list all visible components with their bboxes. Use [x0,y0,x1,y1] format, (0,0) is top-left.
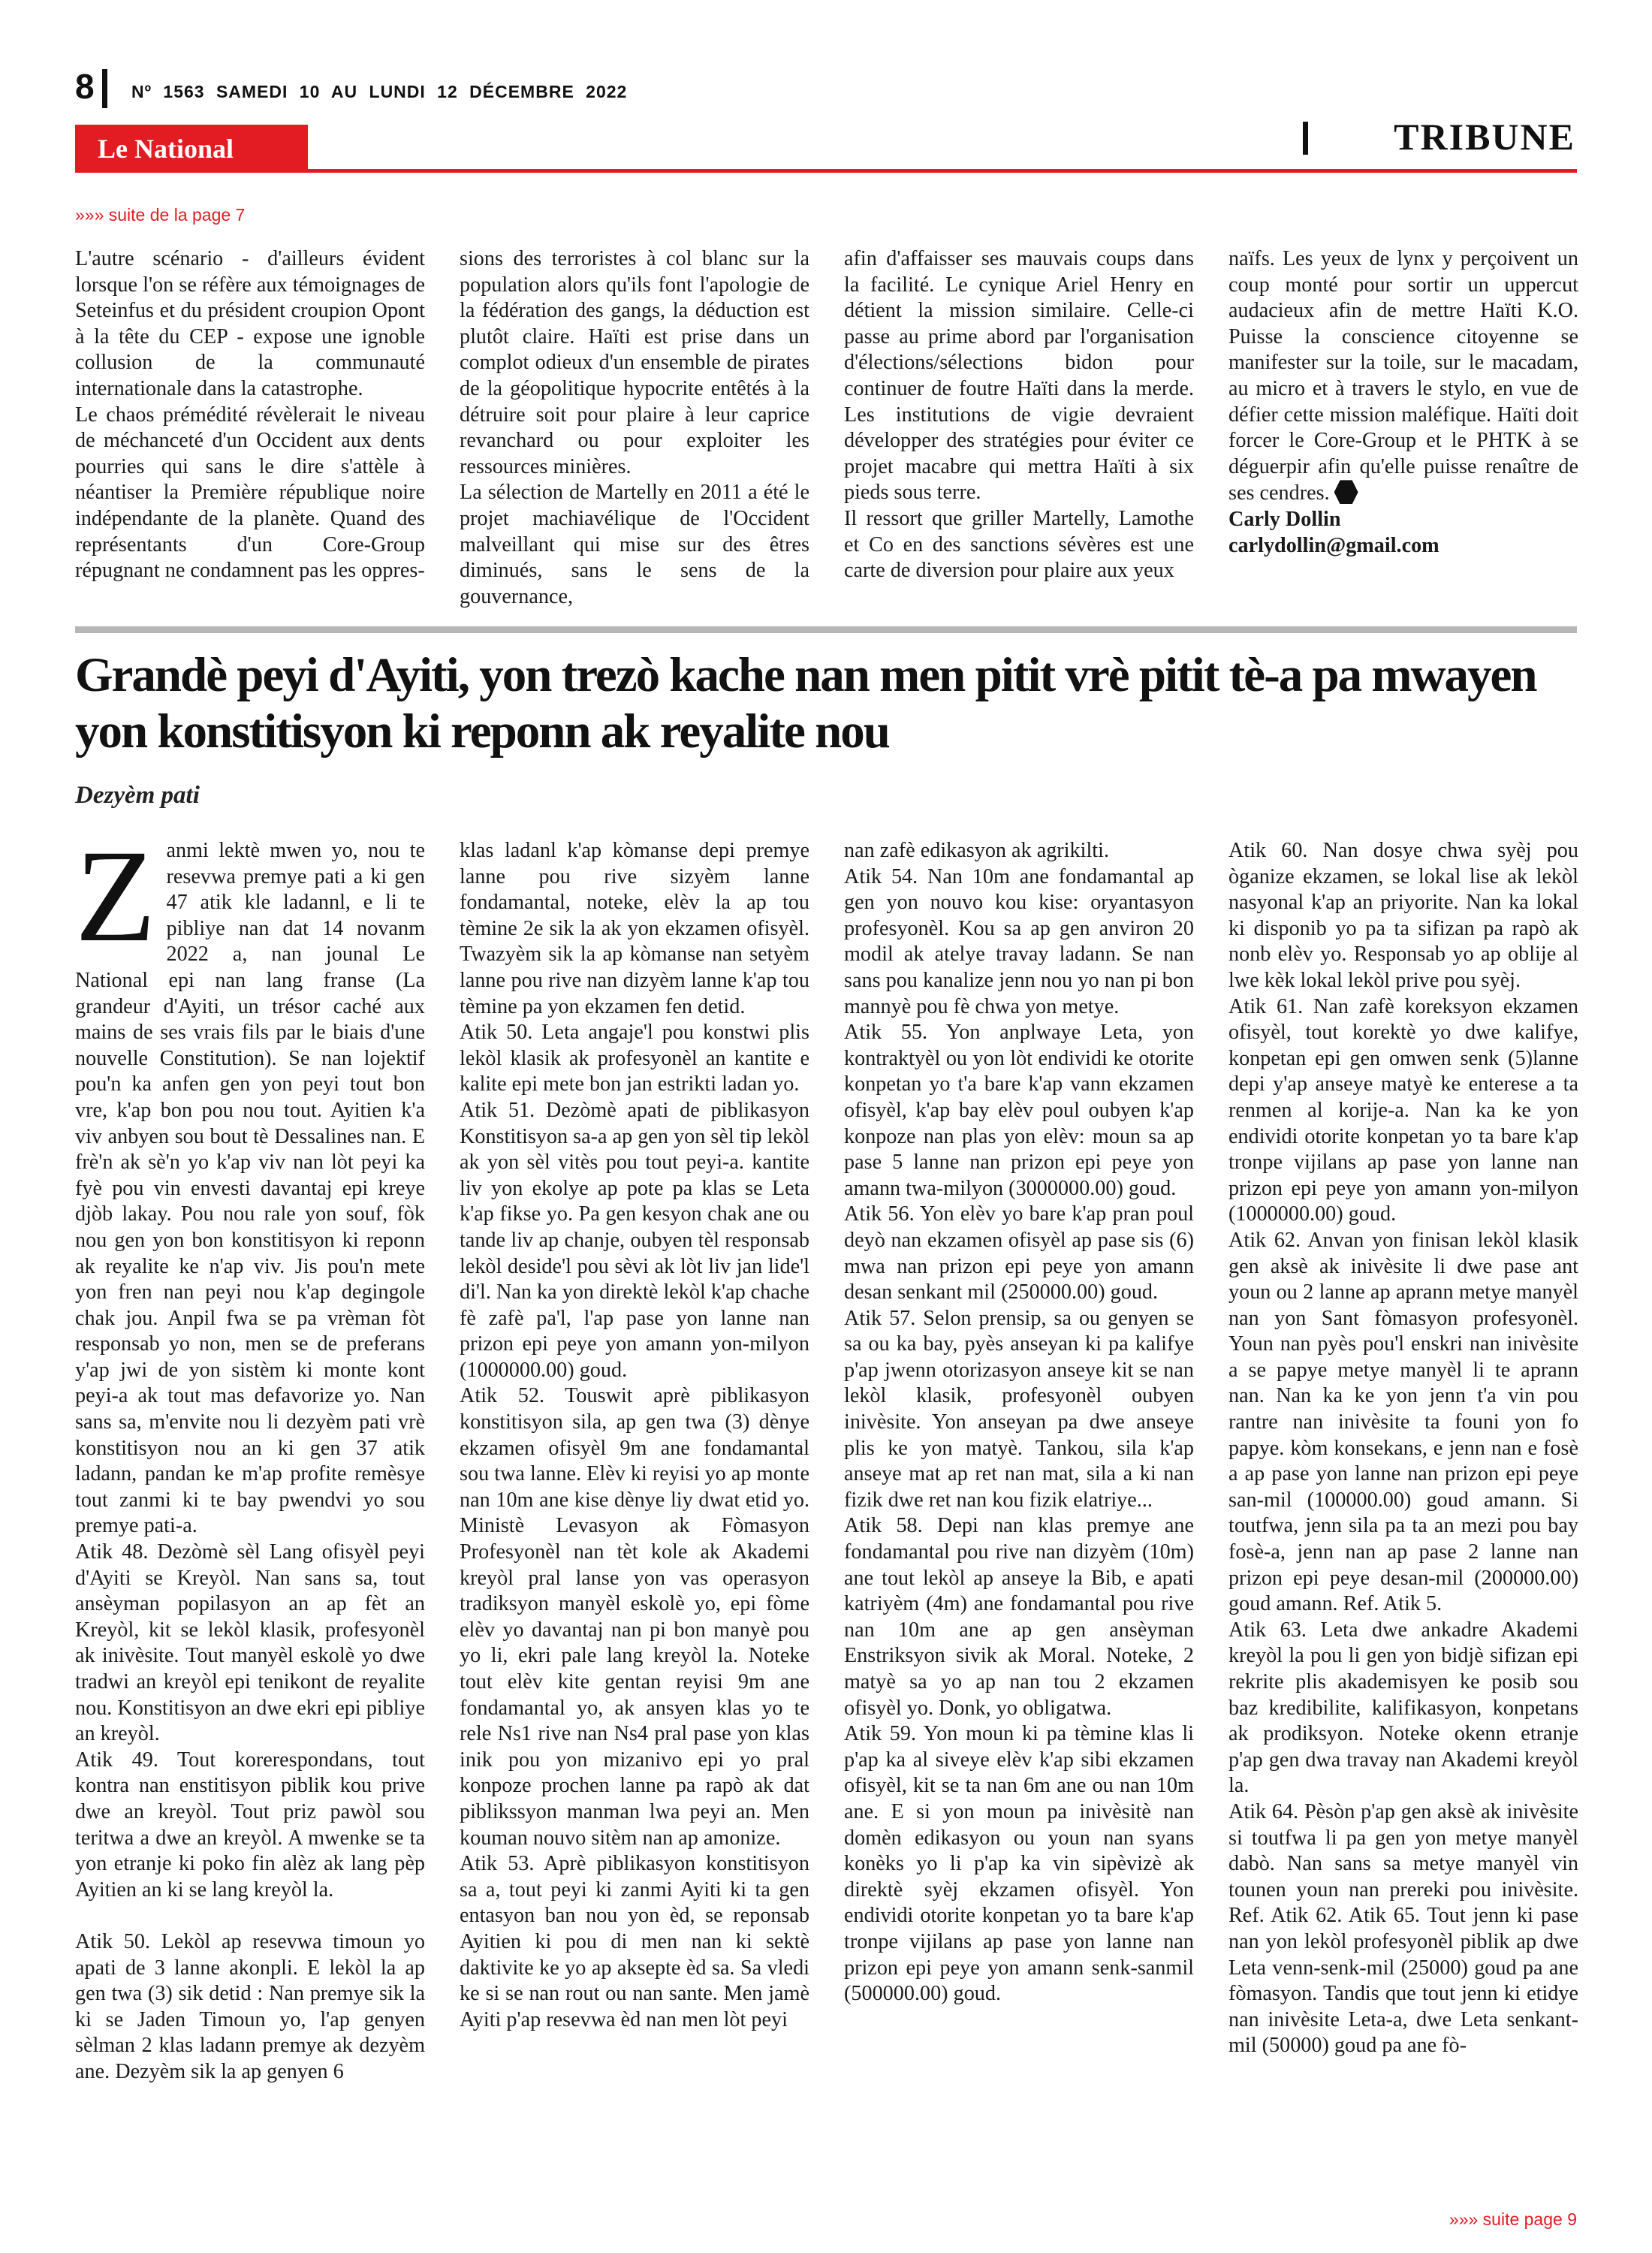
paragraph: Atik 60. Nan dosye chwa syèj pou òganize ekzamen, se lokal lise ak lekòl nasyonal k'ap an priyorite. Nan ka lokal ki disponib yo pa ta sifizan pa rapò ak nonb elèv yo. Responsab yo ap oblije al lwe kèk lokal lekòl prive pou syèj. [1228,839,1578,992]
paragraph: Atik 52. Touswit aprè piblikasyon konstitisyon sila, ap gen twa (3) dènye ekzamen ofisyèl 9m ane fondamantal sou twa lanne. Elèv ki reyisi yo ap monte nan 10m ane kise dènye liy dwat etid yo. Ministè Levasyon ak Fòmasyon Profesyonèl nan tèt kole ak Akademi kreyòl pral lanse yon vas operasyon tradiksyon manyèl eskolè yo, epi fòme elèv yo davantaj nan pi bon manyè pou yo li, ekri pale lang kreyòl la. Noteke tout elèv kite gentan reyisi 9m ane fondamantal yo, ak ansyen klas yo te rele Ns1 rive nan Ns4 pral pase yon klas inik pou yon mizanivo epi yo pral konpoze prochen lanne pa rapò ak dat piblikssyon manman lwa peyi an. Men kouman nouvo sitèm nan ap amonize. [460,1384,809,1850]
paragraph [75,823,425,1540]
paragraph: Atik 61. Nan zafè koreksyon ekzamen ofisyèl, tout korektè yo dwe kalifye, konpetan epi gen omwen senk (5)lanne depi y'ap anseye matyè ke enterese a ta renmen al korije-a. Nan ka ke yon endividi otorite konpetan yo ta bare k'ap tronpe vijilans ap pase yon lanne nan prizon epi peye yon amann yon-milyon (1000000.00) goud. [1228,994,1578,1226]
paragraph: Atik 53. Aprè piblikasyon konstitisyon sa a, tout peyi ki zanmi Ayiti ki ta gen entasyon ban nou yon èd, se reponsab Ayitien ki pou di men nan ki sektè daktivite ke yo ap aksepte èd sa. Sa vledi ke si se nan rout ou nan sante. Men jamè Ayiti p'ap resevwa èd nan men lòt peyi [460,1852,809,2031]
paragraph: Il ressort que griller Martelly, Lamothe et Co en des sanctions sévères est une carte de diversion pour plaire aux yeux [844,506,1194,583]
article-subheadline: Dezyèm pati [75,782,200,809]
paragraph-text: naïfs. Les yeux de lynx y perçoivent un coup monté pour sortir un uppercut audacieux afin de mettre Haïti K.O. Puisse la conscience citoyenne se manifester sur la toile, sur le macadam, au micro et à travers le stylo, en vue de défier cette mission maléfique. Haïti doit forcer le Core-Group et le PHTK à se déguerpir afin qu'elle puisse renaître de ses cendres. [1228,247,1578,505]
paragraph: Atik 59. Yon moun ki pa tèmine klas li p'ap ka al siveye elèv k'ap sibi ekzamen ofisyèl, kit se ta nan 6m ane ou nan 10m ane. E si yon moun pa inivèsitè nan domèn edikasyon ou youn nan syans konèks yo li p'ap ka vin sipèvizè ak direktè syèj ekzamen ofisyèl. Yon endividi otorite konpetan yo ta bare k'ap tronpe vijilans ap pase yon lanne nan prizon epi peye yon amann senk-sanmil (500000.00) goud. [844,1722,1194,2006]
paragraph: Atik 50. Leta angaje'l pou konstwi plis lekòl klasik ak profesyonèl an kantite e kalite epi mete bon jan estrikti ladan yo. [460,1021,809,1096]
paragraph: Atik 51. Dezòmè apati de piblikasyon Konstitisyon sa-a ap gen yon sèl tip lekòl ak yon sèl vitès pou tout peyi-a. kantite liv yon ekolye ap pote pa klas se Leta k'ap fikse yo. Pa gen kesyon chak ane ou tande liv ap chanje, oubyen tèl responsab lekòl deside'l pou sèvi ak lòt liv jan lide'l di'l. Nan ka yon direktè lekòl k'ap chache fè zafè pa'l, l'ap pase yon lanne nan prizon epi peye yon amann yon-milyon (1000000.00) goud. [460,1098,809,1382]
main-article-column-4 [1228,838,1578,2059]
continued-from-link[interactable]: »»» suite de la page 7 [75,205,246,225]
main-article-column-3 [844,838,1194,2007]
paragraph: Atik 57. Selon prensip, sa ou genyen se sa ou ka bay, pyès anseyan ki pa kalifye p'ap jwenn otorizasyon anseye kit se nan lekòl klasik, profesyonèl oubyen inivèsite. Yon anseyan pa dwe anseye plis ke yon matyè. Tankou, sila k'ap anseye mat ap ret nan mat, sila a ki nan fizik dwe ret nan kou fizik elatriye... [844,1306,1194,1512]
header-divider [102,69,107,108]
paragraph: Le chaos prémédité révèlerait le niveau de méchanceté d'un Occident aux dents pourries qui sans le dire s'attèle à néantiser la Première république noire indépendante de la planète. Quand des représentants d'un Core-Group répugnant ne condamnent pas les oppres- [75,403,425,583]
end-of-article-icon [1334,480,1358,504]
top-article-column-2 [460,246,809,610]
paragraph: Atik 58. Depi nan klas premye ane fondamantal pou rive nan dizyèm (10m) ane tout lekòl ap anseye la Bib, e apati katriyèm (4m) ane fondamantal pou rive nan 10m ane ap gen ansèyman Enstriksyon sivik ak Moral. Noteke, 2 matyè sa yo ap nan tou 2 ekzamen ofisyèl yo. Donk, yo obligatwa. [844,1514,1194,1720]
main-article-column-1 [75,823,425,2086]
paragraph [1228,246,1578,507]
paragraph: afin d'affaisser ses mauvais coups dans la facilité. Le cynique Ariel Henry en détient la mission similaire. Celle-ci passe au prime abord par l'organisation d'élections/sélections bidon pour continuer de foutre Haïti dans la merde. Les institutions de vigie devraient développer des stratégies pour éviter ce projet macabre qui mettra Haïti à six pieds sous terre. [844,247,1194,505]
main-article-column-2 [460,838,809,2033]
author-name: Carly Dollin [1228,507,1341,531]
paragraph: klas ladanl k'ap kòmanse depi premye lanne pou rive sizyèm lanne fondamantal, noteke, elèv la ap tou tèmine 2e sik la ak yon ekzamen ofisyèl. Twazyèm sik la ap kòmanse nan setyèm lanne pou rive nan dizyèm lanne k'ap tou tèmine pa yon ekzamen fen detid. [460,839,809,1018]
paragraph: Atik 63. Leta dwe ankadre Akademi kreyòl la pou li gen yon bidjè sifizan epi rekrite plis akademisyen ke posib sou baz kredibilite, kalifikasyon, konpetans ak prodiksyon. Noteke okenn etranje p'ap gen dwa travay nan Akademi kreyòl la. [1228,1618,1578,1798]
author-email[interactable]: carlydollin@gmail.com [1228,533,1439,557]
paragraph-text: anmi lektè mwen yo, nou te resevwa premye pati a ki gen 47 atik kle ladannl, e li te pibliye nan dat 14 novanm 2022 a, nan jounal Le National epi nan lang franse (La grandeur d'Ayiti, un trésor caché aux mains de ses vrais fils par le biais d'une nouvelle Constitution). Se nan lojektif pou'n ka anfen gen yon peyi tout bon vre, k'ap bon pou nou tout. Ayitien k'a viv anbyen sou bout tè Dessalines nan. E frè'n ak sè'n yo k'ap viv nan lòt peyi ka fyè pou vin envesti davantaj epi kreye djòb lakay. Pou nou rale yon souf, fòk nou gen yon bon konstitisyon ki reponn ak reyalite ke n'ap viv. Jis pou'n mete yon fren nan peyi nou k'ap degingole chak jou. Anpil fwa se pa vrèman fòt responsab yo non, men se de preferans y'ap jwi de yon sistèm ki monte kont peyi-a ak tout mas defavorize yo. Nan sans sa, m'envite nou li dezyèm pati vrè konstitisyon nou an ki gen 37 atik ladann, pandan ke m'ap profite remèsye tout zanmi ki te bay pwendvi yo sou premye pati-a. [75,839,425,1538]
top-article-column-4 [1228,246,1578,559]
page-number: 8 [75,67,95,106]
article-headline: Grandè peyi d'Ayiti, yon trezò kache nan men pitit vrè pitit tè-a pa mwayen yon konstitisyon ki reponn ak reyalite nou [75,648,1536,759]
continued-to-link[interactable]: »»» suite page 9 [1449,2209,1577,2229]
paragraph: La sélection de Martelly en 2011 a été le projet machiavélique de l'Occident malveillant qui mise sur des êtres diminués, sans le sens de la gouvernance, [460,481,809,608]
paragraph: Atik 56. Yon elèv yo bare k'ap pran poul deyò nan ekzamen ofisyèl ap pase sis (6) mwa nan prizon epi peye yon amann desan senkant mil (250000.00) goud. [844,1202,1194,1304]
paragraph: Atik 55. Yon anplwaye Leta, yon kontraktyèl ou yon lòt endividi ke otorite konpetan yo t'a bare k'ap vann ekzamen ofisyèl, k'ap bay elèv poul oubyen k'ap konpoze nan plas yon elèv: moun sa ap pase 5 lanne nan prizon epi peye yon amann twa-milyon (3000000.00) goud. [844,1021,1194,1200]
top-article-column-3 [844,246,1194,584]
issue-date: Nº 1563 SAMEDI 10 AU LUNDI 12 DÉCEMBRE 2022 [131,82,628,101]
top-article-column-1 [75,246,425,584]
section-title: TRIBUNE [1394,116,1575,158]
paragraph: Atik 48. Dezòmè sèl Lang ofisyèl peyi d'Ayiti se Kreyòl. Nan sans sa, tout ansèyman popilasyon an ap fèt an Kreyòl, kit se lekòl klasik, profesyonèl ak inivèsite. Tout manyèl eskolè yo dwe tradwi an kreyòl epi tenikont de reyalite nou. Konstitisyon an dwe ekri epi pibliye an kreyòl. [75,1540,425,1746]
article-divider [75,626,1577,633]
drop-cap: Z [75,823,156,970]
paragraph: sions des terroristes à col blanc sur la population alors qu'ils font l'apologie de la fédération des gangs, la déduction est plutôt claire. Haïti est prise dans un complot odieux d'un ensemble de pirates de la géopolitique hypocrite entêtés à la détruire soit pour plaire à leur caprice revanchard ou pour exploiter les ressources minières. [460,247,809,478]
paragraph-gap [75,1903,425,1929]
paragraph: Atik 50. Lekòl ap resevwa timoun yo apati de 3 lanne akonpli. E lekòl la ap gen twa (3) sik detid : Nan premye sik la ki se Jaden Timoun yo, l'ap genyen sèlman 2 klas ladann premye ak dezyèm ane. Dezyèm sik la ap genyen 6 [75,1929,425,2083]
paragraph: nan zafè edikasyon ak agrikilti. [844,839,1109,862]
paragraph: Atik 64. Pèsòn p'ap gen aksè ak inivèsite si toutfwa li pa gen yon metye manyèl dabò. Nan sans sa metye manyèl vin tounen youn nan prereki pou inivèsite. Ref. Atik 62. Atik 65. Tout jenn ki pase nan yon lekòl profesyonèl piblik ap dwe Leta venn-senk-mil (25000) goud pa ane fòmasyon. Tandis que tout jenn ki etidye nan inivèsite Leta-a, dwe Leta senkant-mil (50000) goud pa ane fò- [1228,1799,1578,2058]
section-divider [1303,122,1308,155]
paragraph: Atik 62. Anvan yon finisan lekòl klasik gen aksè ak inivèsite li dwe pase ant youn ou 2 lanne ap aprann metye manyèl nan yon Sant fòmasyon profesyonèl. Youn nan pyès pou'l enskri nan inivèsite a se papye metye manyèl li te aprann nan. Nan ka ke yon jenn t'a vin pou rantre nan inivèsite ta founi yon fo papye. kòm konsekans, e jenn nan e fosè a ap pase yon lanne nan prizon epi peye san-mil (100000.00) goud amann. Si toutfwa, jenn sila pa ta an mezi pou bay fosè-a, jenn nan ap pase 2 lanne nan prizon epi peye desan-mil (200000.00) goud amann. Ref. Atik 5. [1228,1228,1578,1616]
paragraph: L'autre scénario - d'ailleurs évident lorsque l'on se réfère aux témoignages de Seteinfus et du président croupion Opont à la tête du CEP - expose une ignoble collusion de la communauté internationale dans la catastrophe. [75,247,425,400]
paragraph: Atik 54. Nan 10m ane fondamantal ap gen yon nouvo kou kise: oryantasyon profesyonèl. Kou sa ap gen anviron 20 modil ak atelye travay ladann. Se nan sans pou kanalize jenn nou yo nan pi bon mannyè pou fè chwa yon metye. [844,864,1194,1018]
publication-name: Le National [98,134,234,164]
paragraph: Atik 49. Tout korerespondans, tout kontra nan enstitisyon piblik kou prive dwe an kreyòl. Tout priz pawòl sou teritwa a dwe an kreyòl. A mwenke se ta yon etranje ki poko fin alèz ak lang pèp Ayitien an ki se lang kreyòl la. [75,1748,425,1902]
